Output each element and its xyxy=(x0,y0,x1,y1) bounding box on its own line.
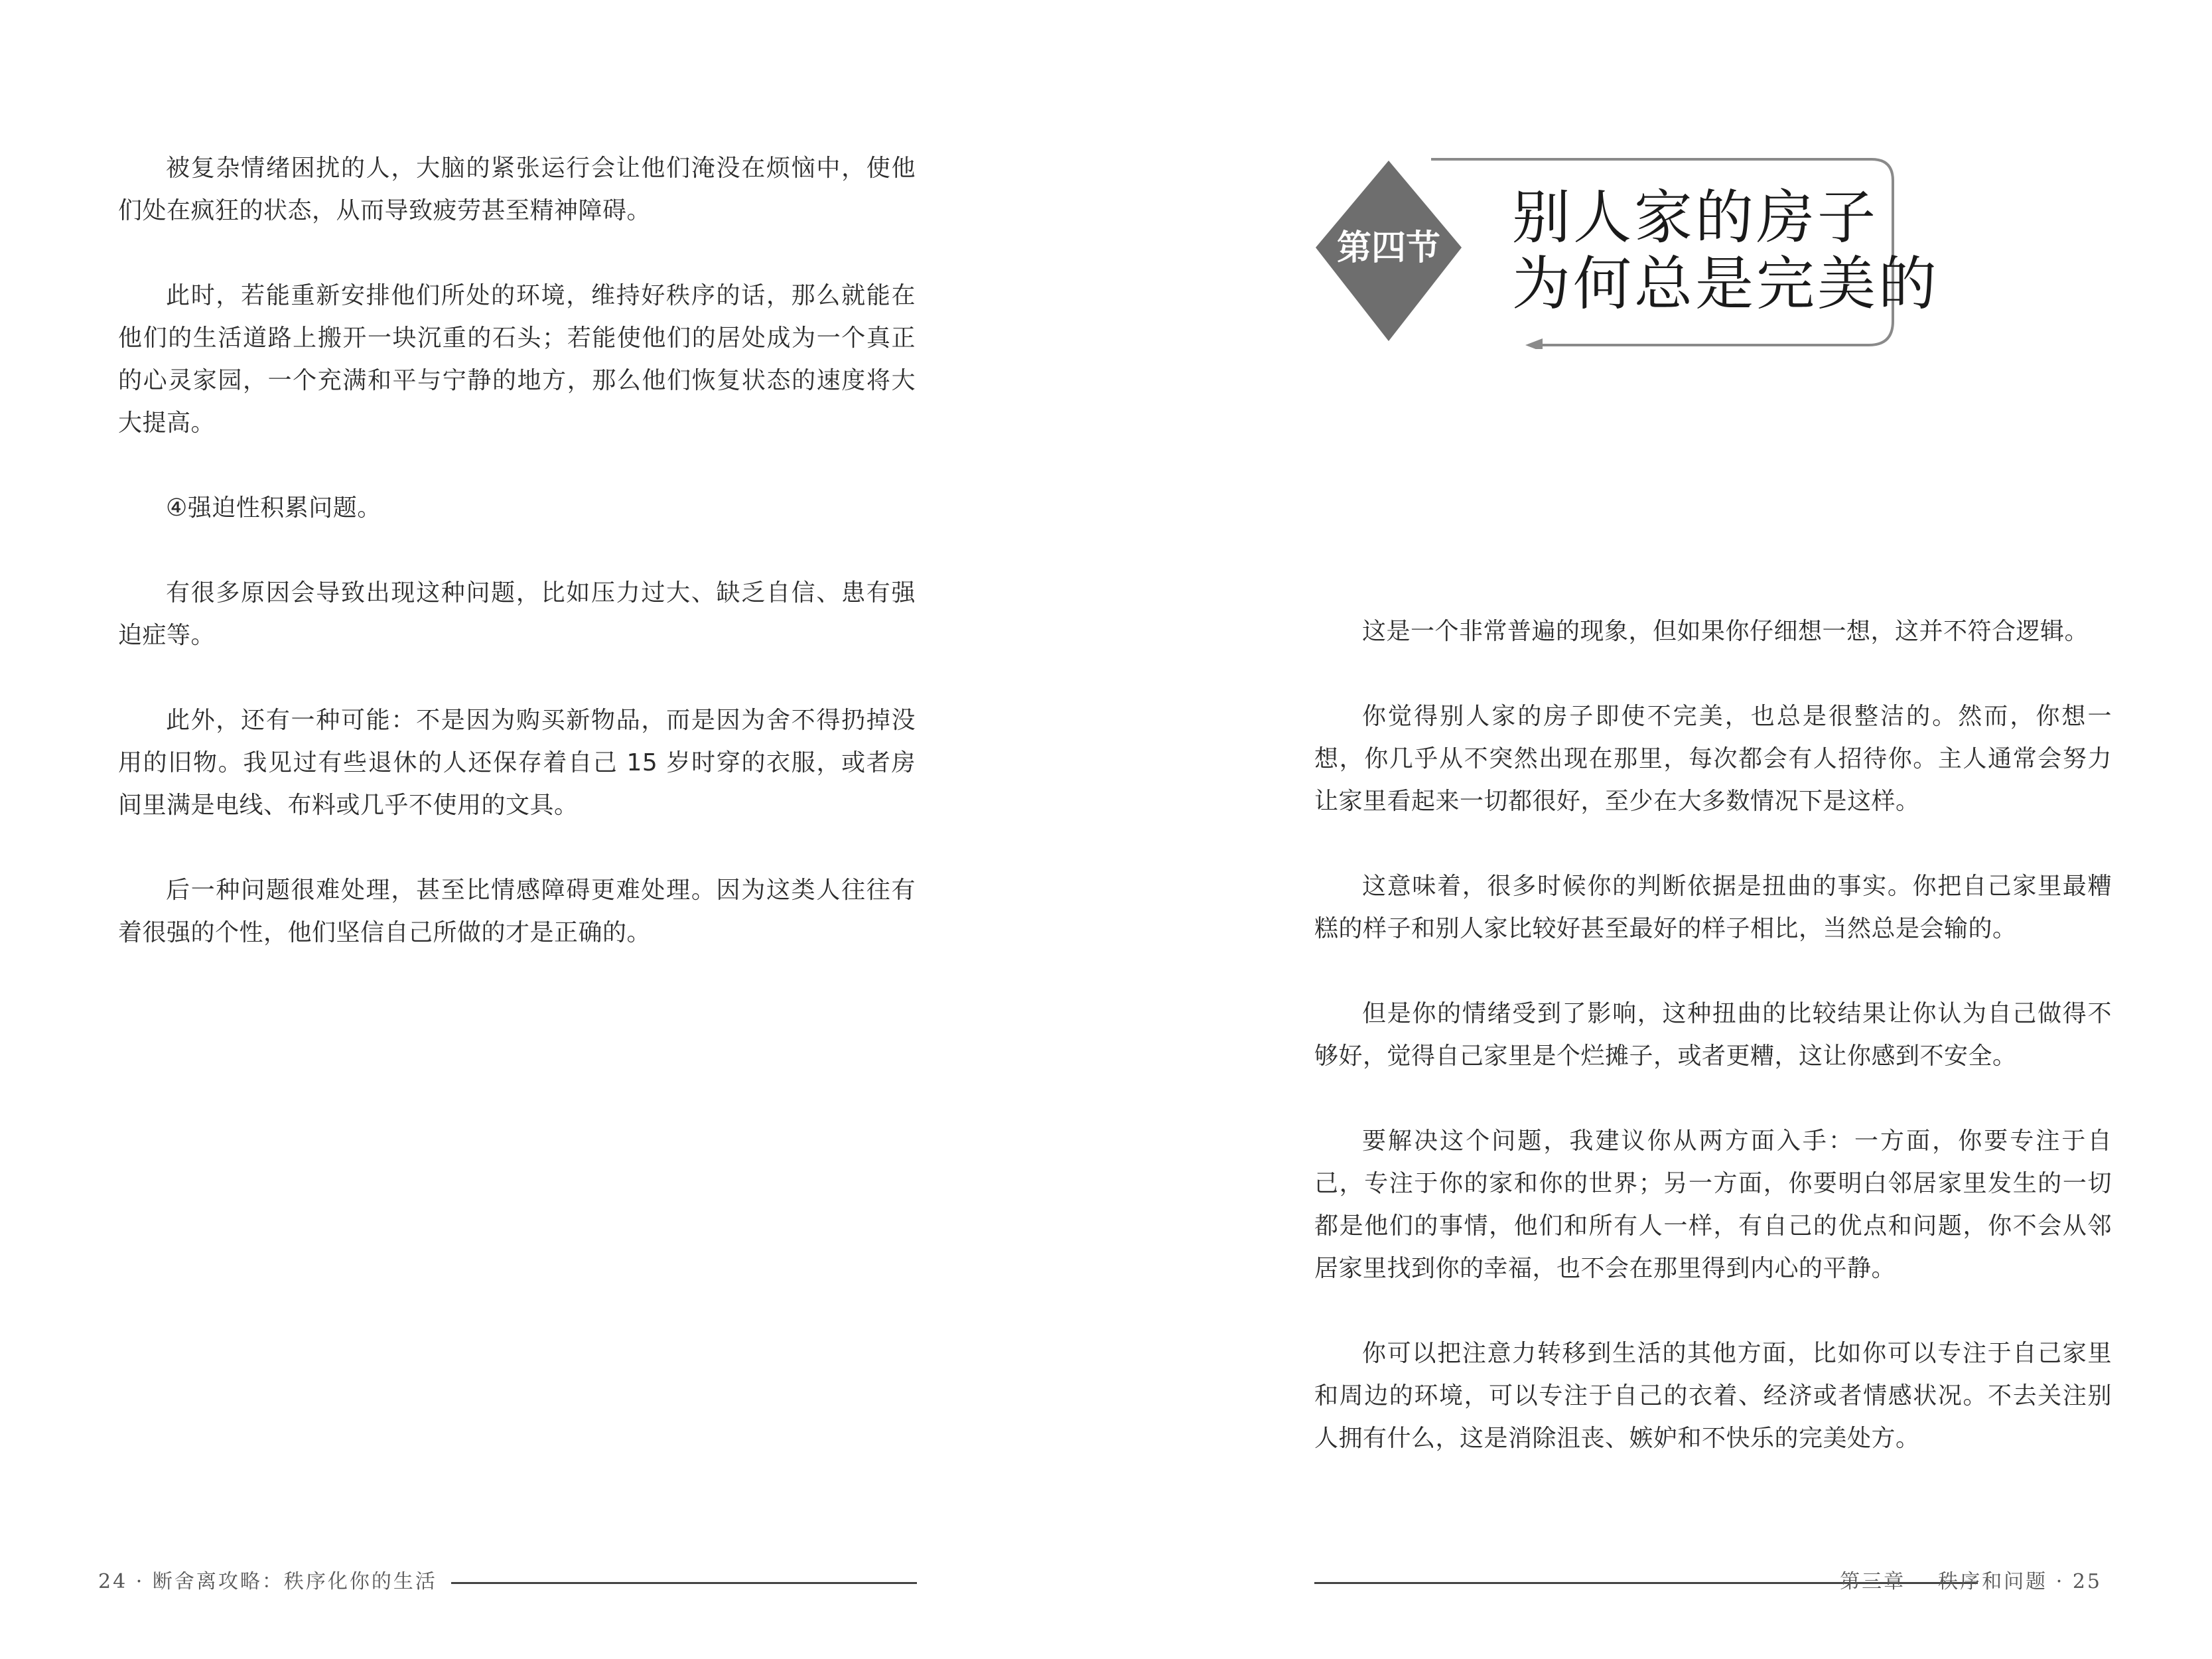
frame-arrow-icon xyxy=(1525,338,1543,349)
chapter-title: 秩序和问题 xyxy=(1938,1570,2048,1593)
right-page-body xyxy=(1314,611,2112,1502)
footer-rule xyxy=(451,1582,917,1584)
right-footer xyxy=(1840,1569,2102,1595)
paragraph: 有很多原因会导致出现这种问题，比如压力过大、缺乏自信、患有强迫症等。 xyxy=(118,579,916,649)
paragraph: 你觉得别人家的房子即使不完美，也总是很整洁的。然而，你想一想，你几乎从不突然出现在那里，每次都会有人招待你。主人通常会努力让家里看起来一切都很好，至少在大多数情况下是这样。 xyxy=(1314,703,2112,815)
section-title-line-2: 为何总是完美的 xyxy=(1512,250,1940,318)
section-heading xyxy=(1313,157,1940,349)
paragraph: 后一种问题很难处理，甚至比情感障碍更难处理。因为这类人往往有着很强的个性，他们坚信自己所做的才是正确的。 xyxy=(118,877,916,946)
paragraph: ④强迫性积累问题。 xyxy=(166,494,381,522)
left-footer xyxy=(98,1569,437,1595)
paragraph: 你可以把注意力转移到生活的其他方面，比如你可以专注于自己家里和周边的环境，可以专注于自己的衣着、经济或者情感状况。不去关注别人拥有什么，这是消除沮丧、嫉妒和不快乐的完美处方。 xyxy=(1314,1340,2112,1452)
footer-separator: · xyxy=(135,1570,145,1593)
paragraph: 被复杂情绪困扰的人，大脑的紧张运行会让他们淹没在烦恼中，使他们处在疯狂的状态，从而导致疲劳甚至精神障碍。 xyxy=(118,155,916,224)
paragraph: 要解决这个问题，我建议你从两方面入手：一方面，你要专注于自己，专注于你的家和你的世界；另一方面，你要明白邻居家里发生的一切都是他们的事情，他们和所有人一样，有自己的优点和问题，你不会从邻居家里找到你的幸福，也不会在那里得到内心的平静。 xyxy=(1314,1127,2112,1282)
paragraph: 此时，若能重新安排他们所处的环境，维持好秩序的话，那么就能在他们的生活道路上搬开一块沉重的石头；若能使他们的居处成为一个真正的心灵家园，一个充满和平与宁静的地方，那么他们恢复状态的速度将大大提高。 xyxy=(118,282,916,437)
right-page xyxy=(1106,0,2212,1659)
book-title: 断舍离攻略：秩序化你的生活 xyxy=(152,1570,437,1593)
paragraph: 但是你的情绪受到了影响，这种扭曲的比较结果让你认为自己做得不够好，觉得自己家里是个烂摊子，或者更糟，这让你感到不安全。 xyxy=(1314,1000,2112,1070)
footer-separator: · xyxy=(2055,1570,2065,1593)
paragraph: 这意味着，很多时候你的判断依据是扭曲的事实。你把自己家里最糟糕的样子和别人家比较好甚至最好的样子相比，当然总是会输的。 xyxy=(1314,873,2112,942)
paragraph: 这是一个非常普遍的现象，但如果你仔细想一想，这并不符合逻辑。 xyxy=(1362,618,2089,645)
paragraph: 此外，还有一种可能：不是因为购买新物品，而是因为舍不得扔掉没用的旧物。我见过有些退休的人还保存着自己 15 岁时穿的衣服，或者房间里满是电线、布料或几乎不使用的文具。 xyxy=(118,707,916,819)
page-number: 24 xyxy=(98,1570,128,1593)
page-number: 25 xyxy=(2072,1570,2102,1593)
section-badge-label: 第四节 xyxy=(1336,228,1440,268)
section-title-line-1: 别人家的房子 xyxy=(1512,183,1879,252)
chapter-label: 第三章 xyxy=(1840,1570,1906,1593)
left-page-body xyxy=(118,147,916,997)
